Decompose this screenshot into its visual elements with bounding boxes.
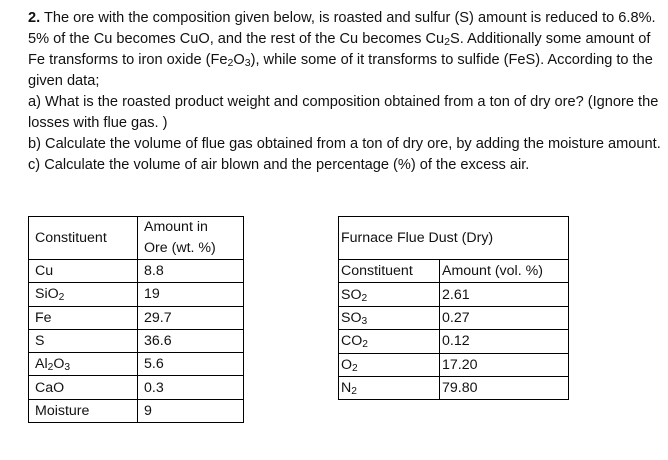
ore-amount: 36.6 (138, 329, 244, 352)
flue-table-header (339, 260, 569, 283)
ore-row-sio2 (29, 283, 244, 306)
ore-amount: 5.6 (138, 353, 244, 376)
flue-constituent: $SO_2$ (339, 283, 440, 306)
ore-composition-table (28, 216, 244, 423)
ore-header-constituent: Constituent (29, 217, 138, 260)
flue-constituent: $O_2$ (339, 353, 440, 376)
ore-constituent: Fe (29, 306, 138, 329)
ore-amount: 29.7 (138, 306, 244, 329)
ore-amount: 8.8 (138, 260, 244, 283)
problem-number: 2. (28, 10, 41, 26)
ore-row-moisture (29, 399, 244, 422)
flue-amount: 17.20 (440, 353, 569, 376)
flue-amount: 0.27 (440, 306, 569, 329)
flue-constituent: $N_2$ (339, 376, 440, 399)
ore-constituent: $Al_2O_3$ (29, 353, 138, 376)
ore-row-cao (29, 376, 244, 399)
question-a: a) What is the roasted product weight and composition obtained from a ton of dry ore? (Ignore the losses with flue gas. ) (28, 94, 659, 131)
ore-constituent: S (29, 329, 138, 352)
flue-row-so2 (339, 283, 569, 306)
ore-constituent: Moisture (29, 399, 138, 422)
problem-intro: 2. The ore with the composition given below, is roasted and sulfur (S) amount is reduced to 6.8%. 5% of the Cu becomes CuO, and the rest of the Cu becomes $Cu_2S$. Additionally some amount of Fe transforms to iron oxide $(Fe_2O_3)$, while some of it transforms to sulfide (FeS). According to the given data; (28, 10, 656, 89)
ore-row-cu (29, 260, 244, 283)
flue-row-so3 (339, 306, 569, 329)
flue-header-constituent: Constituent (339, 260, 440, 283)
question-b: b) Calculate the volume of flue gas obtained from a ton of dry ore, by adding the moisture amount. (28, 136, 661, 152)
ore-row-s (29, 329, 244, 352)
ore-table-header (29, 217, 244, 260)
flue-row-co2 (339, 330, 569, 353)
ore-amount: 9 (138, 399, 244, 422)
ore-row-al2o3 (29, 353, 244, 376)
question-c: c) Calculate the volume of air blown and the percentage (%) of the excess air. (28, 157, 530, 173)
ore-constituent: CaO (29, 376, 138, 399)
ore-amount: 0.3 (138, 376, 244, 399)
flue-amount: 0.12 (440, 330, 569, 353)
flue-row-o2 (339, 353, 569, 376)
flue-table-title-row (339, 217, 569, 260)
flue-constituent: $SO_3$ (339, 306, 440, 329)
flue-constituent: $CO_2$ (339, 330, 440, 353)
flue-dust-table (338, 216, 569, 400)
flue-table-title: Furnace Flue Dust (Dry) (339, 217, 569, 260)
ore-constituent: Cu (29, 260, 138, 283)
ore-row-fe (29, 306, 244, 329)
flue-amount: 2.61 (440, 283, 569, 306)
ore-header-amount: Amount in Ore (wt. %) (138, 217, 244, 260)
flue-header-amount: Amount (vol. %) (440, 260, 569, 283)
flue-row-n2 (339, 376, 569, 399)
flue-amount: 79.80 (440, 376, 569, 399)
problem-statement (28, 8, 664, 176)
ore-amount: 19 (138, 283, 244, 306)
ore-constituent: SiO$_2$ (29, 283, 138, 306)
